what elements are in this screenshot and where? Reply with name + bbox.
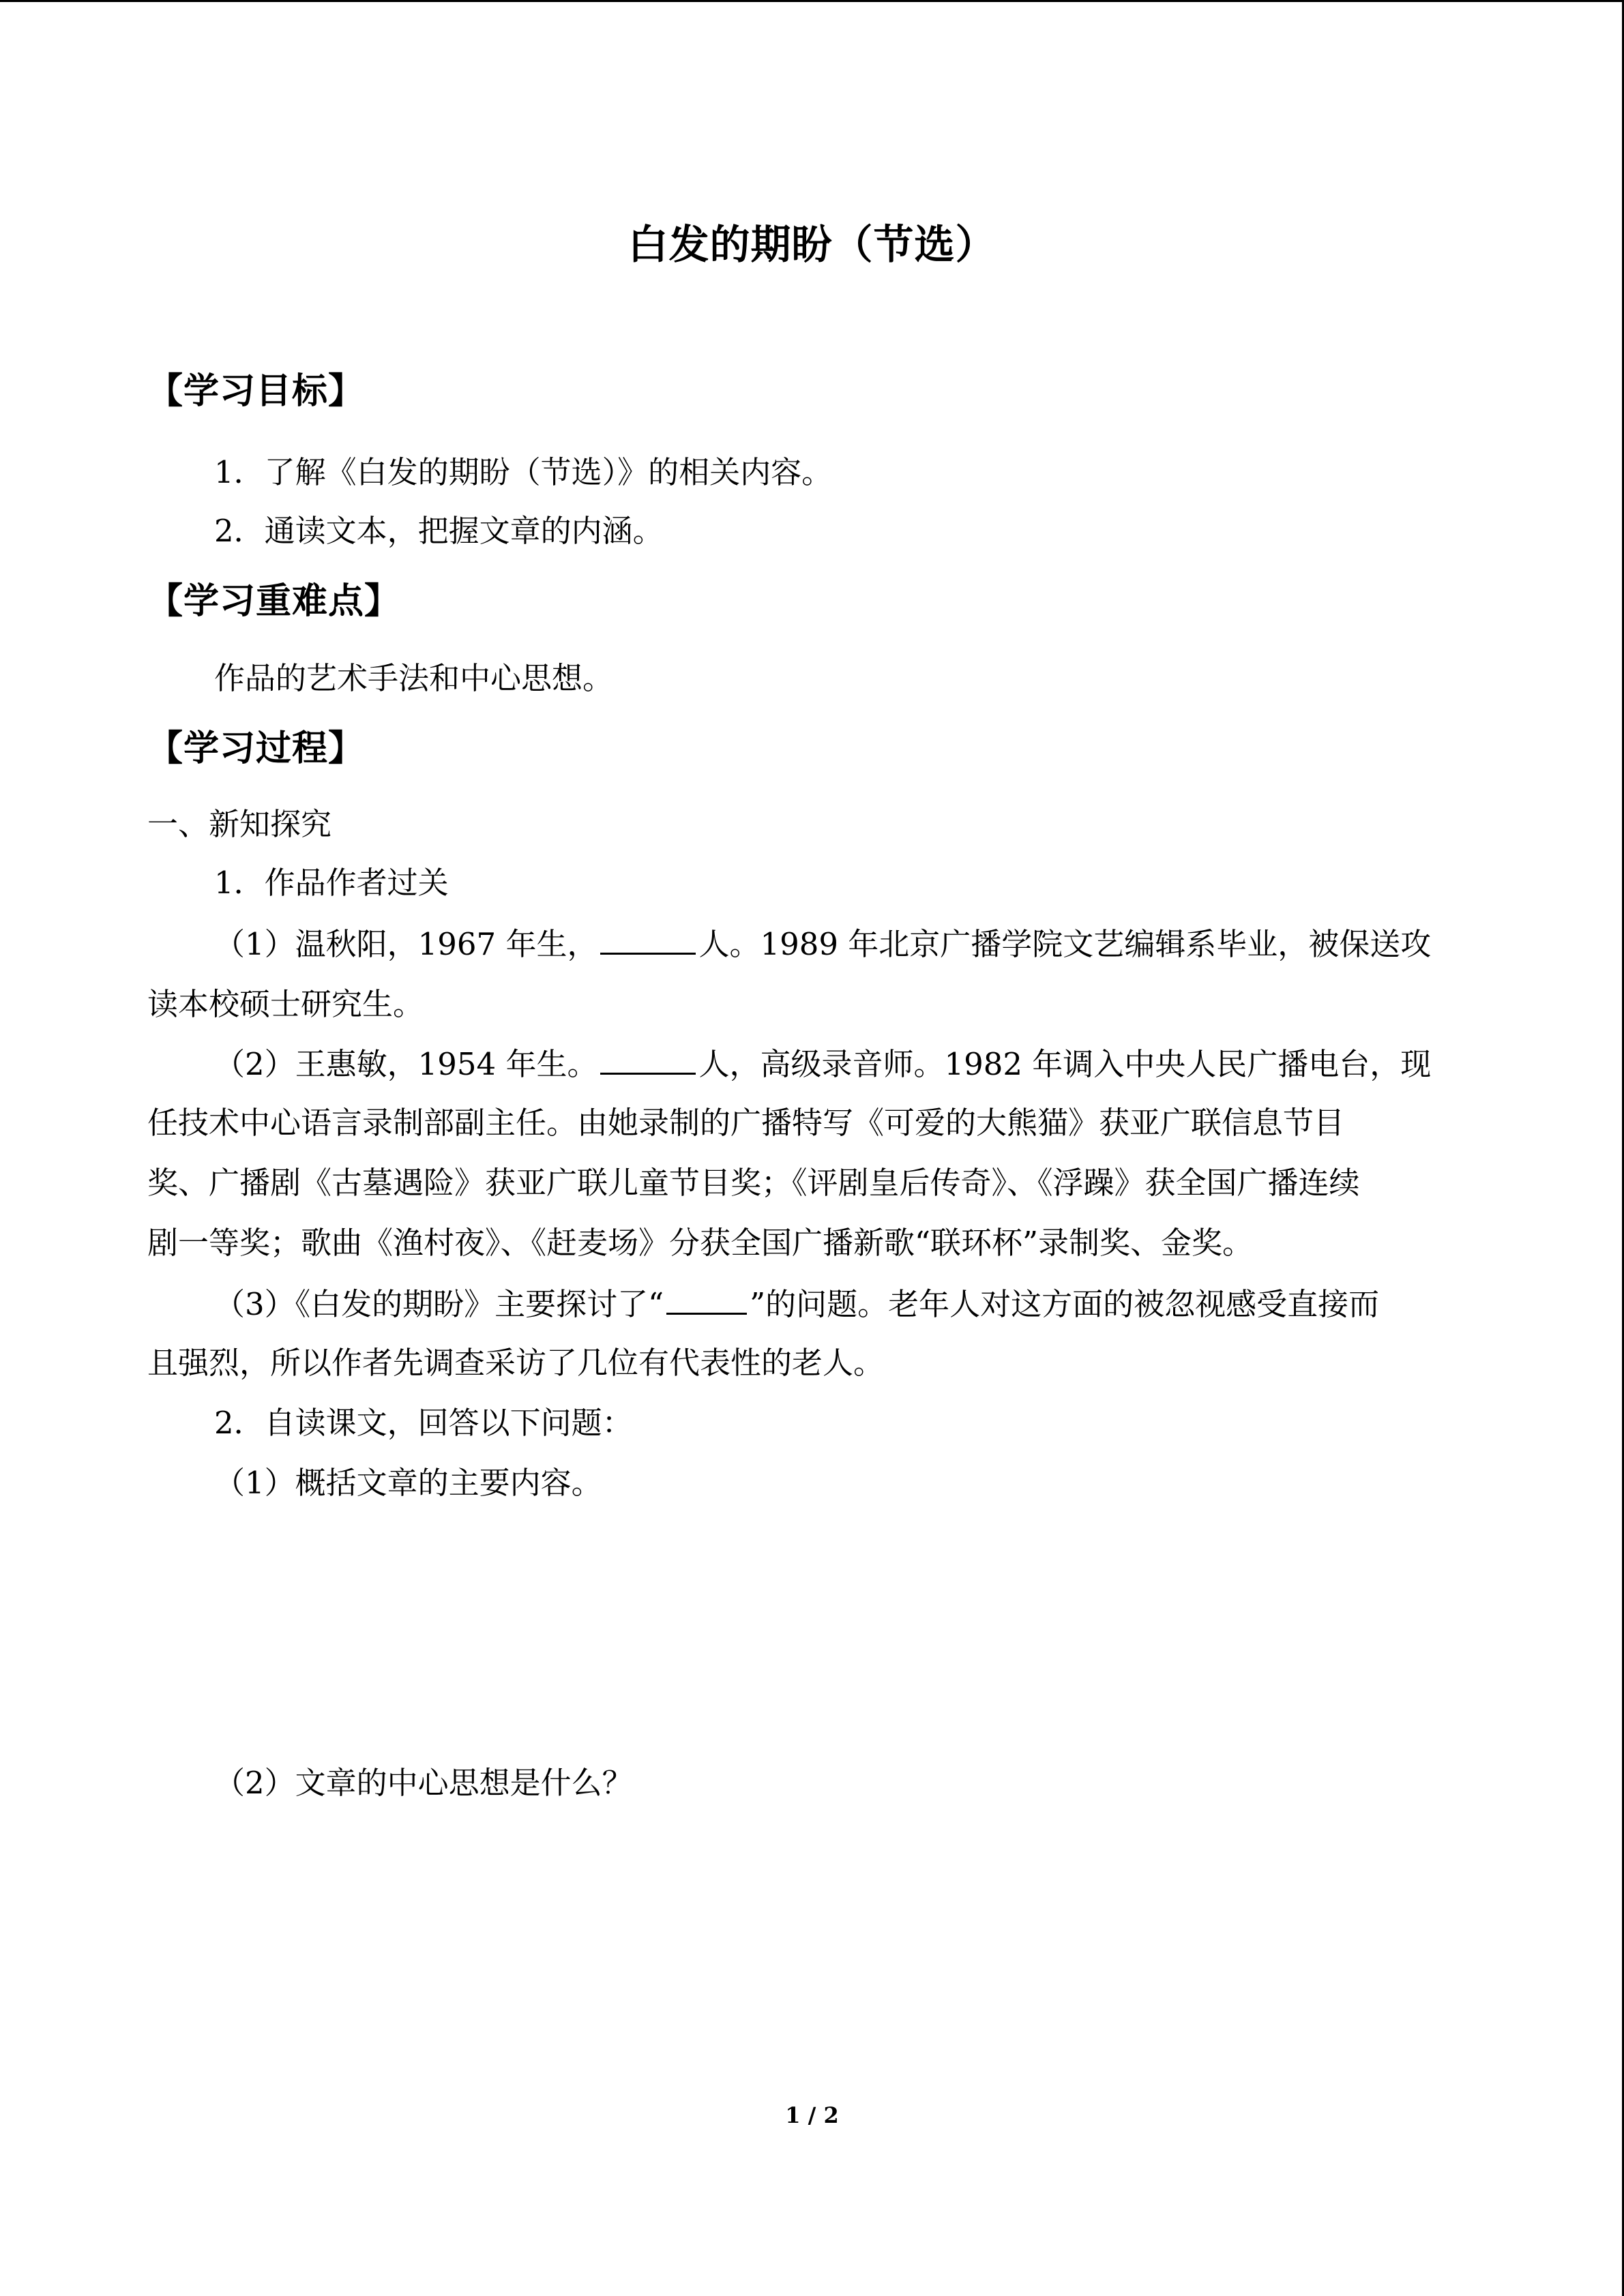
question-1-1-text-a: （1）温秋阳，1967 年生， (214, 926, 598, 962)
objective-item-2: 2．通读文本，把握文章的内涵。 (214, 513, 664, 549)
page-number: 1 / 2 (785, 2102, 839, 2128)
question-1-2-line-1 (214, 1043, 1431, 1085)
answer-blank-topic[interactable] (666, 1283, 747, 1315)
question-1-2-text-a: （2）王惠敏，1954 年生。 (214, 1046, 598, 1082)
answer-blank-hometown-2[interactable] (600, 1043, 696, 1075)
question-1-3-line-1 (214, 1283, 1379, 1325)
part-one-heading: 一、新知探究 (147, 806, 332, 842)
question-1-2-line-4: 剧一等奖；歌曲《渔村夜》、《赶麦场》分获全国广播新歌“联环杯”录制奖、金奖。 (147, 1225, 1254, 1261)
question-1-1-line-2: 读本校硕士研究生。 (147, 986, 424, 1022)
question-1-2-line-2: 任技术中心语言录制部副主任。由她录制的广播特写《可爱的大熊猫》获亚广联信息节目 (147, 1105, 1345, 1141)
question-1-2-text-b: 人，高级录音师。1982 年调入中央人民广播电台，现 (698, 1046, 1432, 1082)
question-2-title: 2．自读课文，回答以下问题： (214, 1405, 633, 1441)
section-heading-objectives: 【学习目标】 (147, 370, 365, 412)
question-1-2-line-3: 奖、广播剧《古墓遇险》获亚广联儿童节目奖；《评剧皇后传奇》、《浮躁》获全国广播连续 (147, 1165, 1360, 1201)
objective-item-1: 1．了解《白发的期盼（节选）》的相关内容。 (214, 454, 833, 490)
section-heading-process: 【学习过程】 (147, 728, 365, 769)
question-2-2: （2）文章的中心思想是什么？ (214, 1765, 633, 1801)
section-heading-key-points: 【学习重难点】 (147, 580, 401, 622)
answer-blank-hometown-1[interactable] (600, 923, 696, 955)
question-2-1: （1）概括文章的主要内容。 (214, 1465, 602, 1501)
question-1-title: 1．作品作者过关 (214, 865, 449, 901)
question-1-3-line-2: 且强烈，所以作者先调查采访了几位有代表性的老人。 (147, 1345, 885, 1381)
question-1-3-text-a: （3）《白发的期盼》主要探讨了“ (214, 1286, 664, 1322)
question-1-1-line-1 (214, 923, 1431, 965)
key-points-text: 作品的艺术手法和中心思想。 (214, 660, 614, 696)
question-1-1-text-b: 人。1989 年北京广播学院文艺编辑系毕业，被保送攻 (698, 926, 1432, 962)
question-1-3-text-b: ”的问题。老年人对这方面的被忽视感受直接而 (750, 1286, 1380, 1322)
page-title: 白发的期盼（节选） (628, 221, 996, 268)
